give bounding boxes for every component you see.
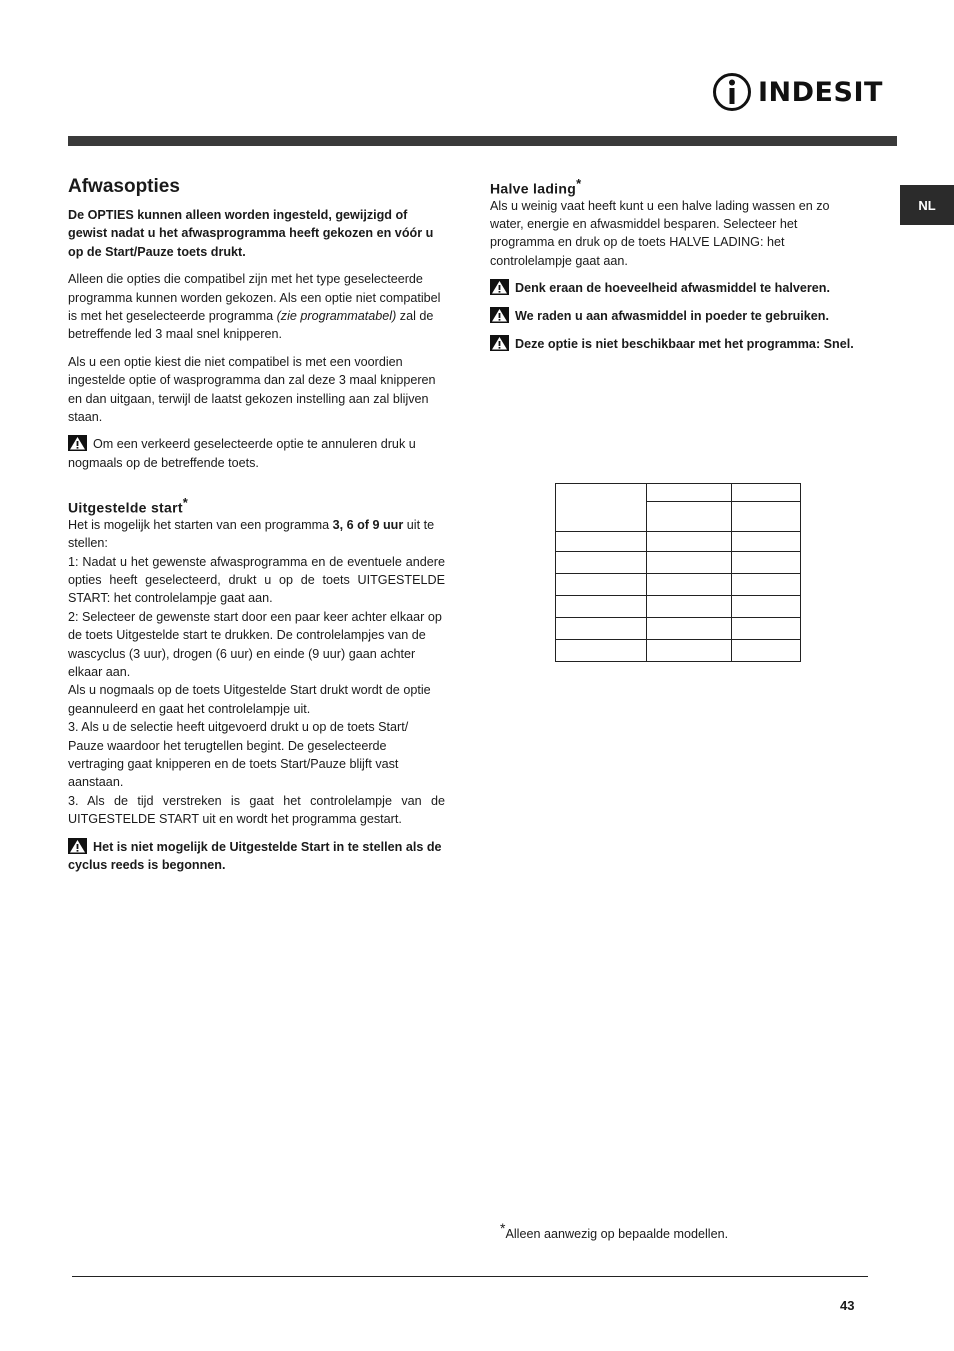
footnote: *Alleen aanwezig op bepaalde modellen. (500, 1220, 729, 1242)
indesit-logo (712, 70, 883, 114)
delayed-intro: Het is mogelijk het starten van een programma 3, 6 of 9 uur uit te stellen: (68, 517, 435, 551)
table-row (556, 532, 801, 552)
table-cell (647, 484, 732, 502)
right-column (490, 176, 860, 354)
indesit-logo-mark (712, 72, 752, 112)
half-load-title: Halve lading* (490, 176, 582, 197)
delayed-warning: Het is niet mogelijk de Uitgestelde Start in te stellen als de cyclus reeds is begonnen. (68, 839, 442, 873)
left-column (68, 176, 445, 875)
cancel-note: Om een verkeerd geselecteerde optie te annuleren druk u nogmaals op de betreffende toets. (68, 437, 416, 471)
half-load-text: Als u weinig vaat heeft kunt u een halve lading wassen en zo water, energie en afwasmiddel besparen. Selecteer het programma en druk op de toets HALVE LADING: het controlelampje gaat aan. (490, 198, 830, 268)
table-cell (732, 502, 801, 532)
warning-icon (68, 838, 87, 854)
footer-rule (72, 1276, 868, 1277)
options-table (555, 483, 801, 662)
section-title: Afwasopties (68, 176, 180, 197)
delayed-start-title: Uitgestelde start* (68, 495, 189, 516)
header-bar (68, 136, 897, 146)
table-cell (732, 484, 801, 502)
table-cell (556, 484, 647, 532)
language-tab: NL (900, 185, 954, 225)
brand-name: INDESIT (758, 76, 883, 108)
table-row (556, 596, 801, 618)
warning-icon (490, 307, 509, 323)
delayed-step-4: 3. Als de tijd verstreken is gaat het controlelampje van de UITGESTELDE START uit en wordt het programma gestart. (68, 793, 445, 827)
table-row (556, 574, 801, 596)
half-load-warning-1: Denk eraan de hoeveelheid afwasmiddel te halveren. (490, 279, 860, 298)
delayed-step-1: 1: Nadat u het gewenste afwasprogramma en de eventuele andere opties heeft geselecteerd, drukt u op de toets UITGESTELDE START: het controlelampje gaat aan. (68, 554, 445, 606)
half-load-warning-2: We raden u aan afwasmiddel in poeder te gebruiken. (490, 307, 860, 326)
half-load-warning-3: Deze optie is niet beschikbaar met het programma: Snel. (490, 335, 860, 354)
delayed-step-3: 3. Als u de selectie heeft uitgevoerd drukt u op de toets Start/ Pauze waardoor het terugtellen begint. De geselecteerde vertraging gaat knipperen en de toets Start/Pauze blijft vast aanstaan. (68, 720, 409, 790)
warning-icon (490, 279, 509, 295)
compat-paragraph: Alleen die opties die compatibel zijn met het type geselecteerde programma kunnen worden gekozen. Als een optie niet compatibel is met het geselecteerde programma (zie programmatabel) zal de betreffende led 3 maal snel knipperen. (68, 272, 441, 342)
delayed-step-2b: Als u nogmaals op de toets Uitgestelde Start drukt wordt de optie geannuleerd en gaat het controlelampje uit. (68, 683, 431, 716)
table-cell (647, 502, 732, 532)
table-row (556, 640, 801, 662)
delayed-step-2: 2: Selecteer de gewenste start door een paar keer achter elkaar op de toets Uitgestelde start te drukken. De controlelampjes van de wascyclus (3 uur), drogen (6 uur) en einde (9 uur) gaan achter elkaar aan. (68, 609, 442, 679)
warning-icon (490, 335, 509, 351)
conflict-paragraph: Als u een optie kiest die niet compatibel is met een voordien ingestelde optie of wasprogramma dan zal deze 3 maal knipperen en dan uitgaan, terwijl de laatst gekozen instelling aan zal blijven staan. (68, 354, 436, 425)
table-row (556, 618, 801, 640)
warning-icon (68, 435, 87, 451)
intro-text: De OPTIES kunnen alleen worden ingesteld, gewijzigd of gewist nadat u het afwasprogramma heeft gekozen en vóór u op de Start/Pauze toets drukt. (68, 208, 434, 259)
table-row (556, 552, 801, 574)
page-number: 43 (840, 1298, 855, 1313)
